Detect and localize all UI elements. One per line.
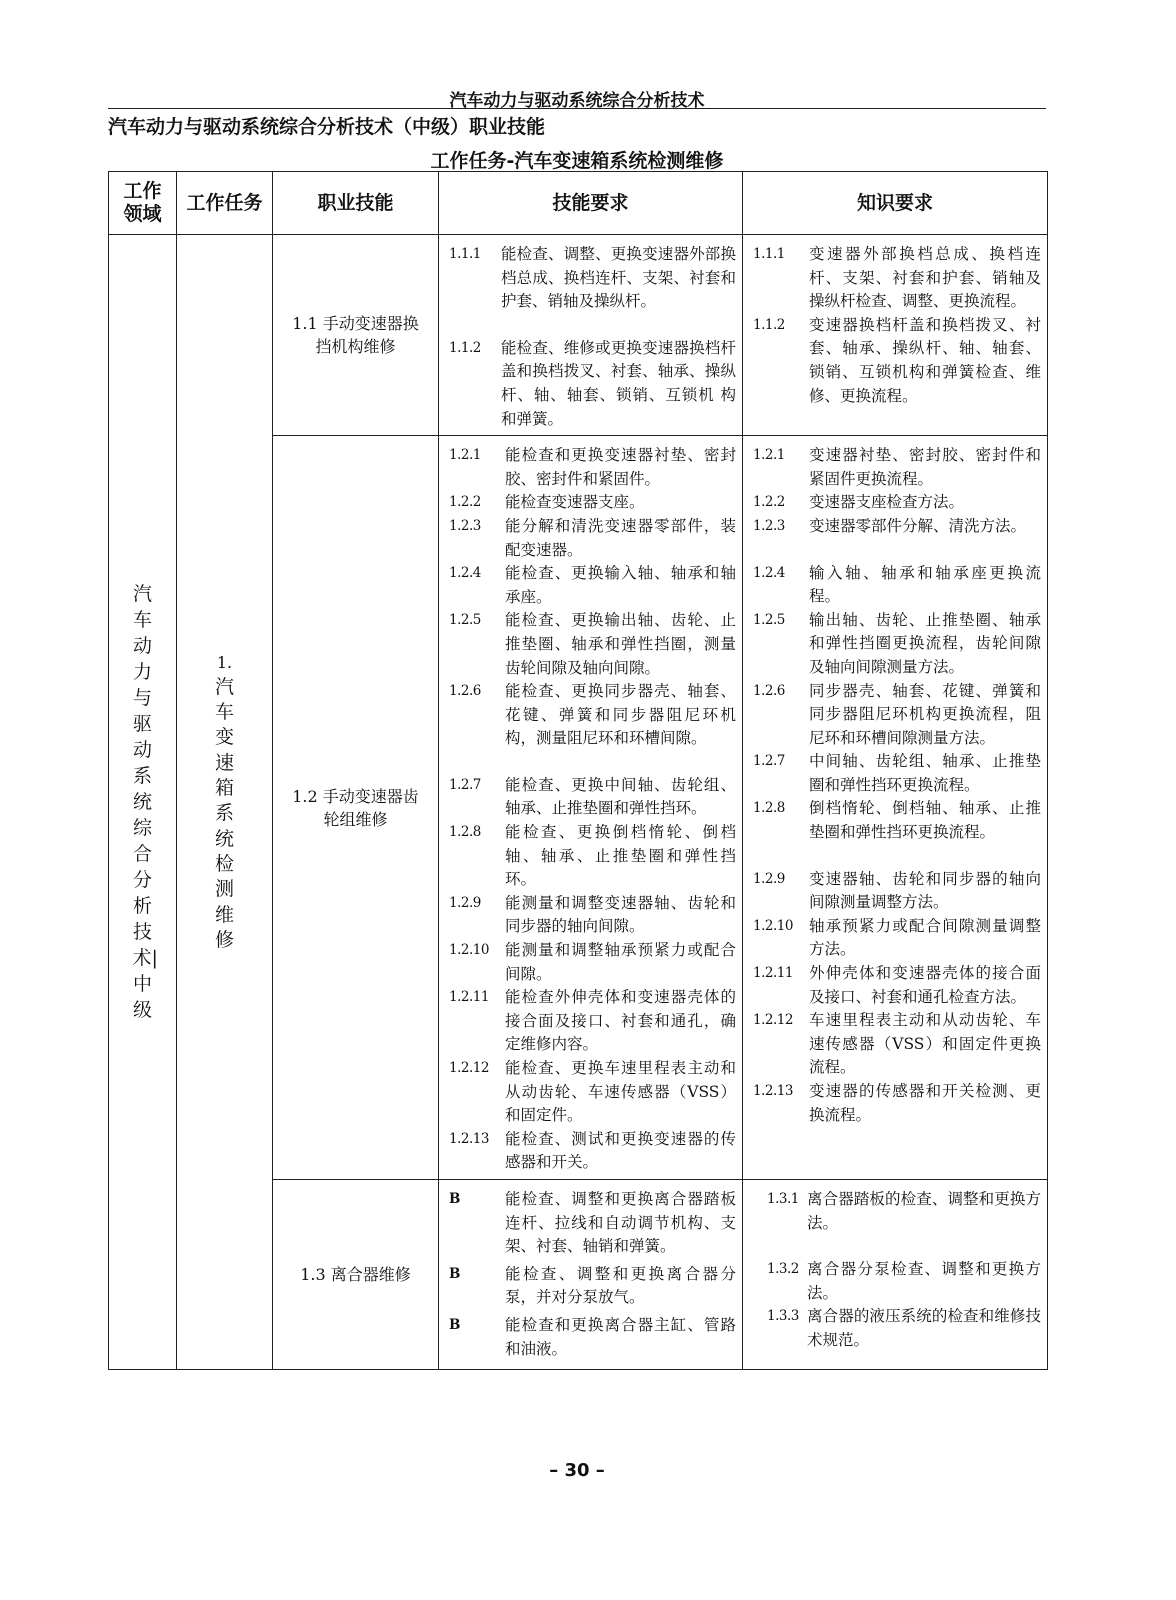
requirement-text: 能检查变速器支座。 <box>505 493 645 512</box>
requirement-text: 能检查和更换变速器衬垫、密封胶、密封件和紧固件。 <box>505 446 736 488</box>
requirement-item <box>449 1188 736 1259</box>
skill-cell: 1.3 离合器维修 <box>273 1179 439 1369</box>
knowledge-number: 1.2.5 <box>753 611 785 628</box>
requirement-number: 1.2.5 <box>449 612 481 629</box>
knowledge-item <box>753 444 1041 491</box>
requirement-number: 1.2.1 <box>449 447 481 464</box>
requirement-number: B <box>449 1265 460 1282</box>
requirement-item <box>449 986 736 1057</box>
requirement-item <box>449 774 736 821</box>
knowledge-number: 1.2.1 <box>753 447 785 464</box>
knowledge-text: 变速器轴、齿轮和同步器的轴向间隙测量调整方法。 <box>809 869 1041 912</box>
requirement-item <box>449 939 736 986</box>
knowledge-text: 轴承预紧力或配合间隙测量调整方法。 <box>809 916 1041 959</box>
knowledge-requirements-cell <box>743 235 1048 436</box>
knowledge-number: 1.2.7 <box>753 753 785 770</box>
knowledge-text: 变速器支座检查方法。 <box>809 493 965 512</box>
requirement-number: 1.2.6 <box>449 683 481 700</box>
header-skill: 职业技能 <box>273 172 439 235</box>
knowledge-item <box>753 915 1041 962</box>
knowledge-item <box>753 680 1041 751</box>
knowledge-number: 1.3.3 <box>767 1308 799 1325</box>
knowledge-requirements-cell <box>743 1179 1048 1369</box>
requirement-text: 能检查外伸壳体和变速器壳体的接合面及接口、衬套和通孔，确定维修内容。 <box>505 988 736 1054</box>
document-title: 汽车动力与驱动系统综合分析技术（中级）职业技能 <box>108 116 546 138</box>
knowledge-number: 1.2.11 <box>753 965 793 982</box>
table-header-row <box>109 172 1048 235</box>
skill-requirements-cell <box>439 436 743 1180</box>
knowledge-number: 1.2.4 <box>753 564 785 581</box>
requirement-item <box>449 515 736 562</box>
requirement-text: 能测量和调整轴承预紧力或配合间隙。 <box>505 941 736 983</box>
work-task-text: 汽车变速箱系统检测维修 <box>214 675 234 951</box>
table-row <box>109 235 1048 436</box>
knowledge-text: 变速器外部换档总成、换档连杆、支架、衬套和护套、销轴及操纵杆检查、调整、更换流程。 <box>809 245 1041 311</box>
requirement-number: B <box>449 1190 460 1207</box>
skill-cell: 1.1 手动变速器换挡机构维修 <box>273 235 439 436</box>
requirement-number: B <box>449 1316 460 1333</box>
requirement-number: 1.2.8 <box>449 824 481 841</box>
requirement-number: 1.1.2 <box>449 339 481 356</box>
requirement-item <box>449 444 736 491</box>
knowledge-item <box>753 962 1041 1009</box>
requirement-text: 能测量和调整变速器轴、齿轮和同步器的轴向间隙。 <box>505 893 736 936</box>
knowledge-text: 离合器的液压系统的检查和维修技术规范。 <box>807 1307 1041 1349</box>
requirement-text: 能检查、更换倒档惰轮、倒档轴、轴承、止推垫圈和弹性挡环。 <box>505 823 736 889</box>
requirement-text: 能检查、维修或更换变速器换档杆盖和换档拨叉、衬套、轴承、操纵杆、轴、轴套、锁销、互锁机 构和弹簧。 <box>501 338 736 428</box>
knowledge-number: 1.2.6 <box>753 682 785 699</box>
knowledge-item <box>753 609 1041 680</box>
skill-requirements-cell <box>439 1179 743 1369</box>
running-header: 汽车动力与驱动系统综合分析技术 <box>449 91 705 111</box>
knowledge-text: 中间轴、齿轮组、轴承、止推垫圈和弹性挡环更换流程。 <box>809 752 1041 794</box>
knowledge-number: 1.1.1 <box>753 246 785 262</box>
knowledge-number: 1.2.3 <box>753 517 785 534</box>
table-caption: 工作任务-汽车变速箱系统检测维修 <box>430 150 724 172</box>
header-rule <box>108 108 1046 109</box>
knowledge-item <box>753 797 1041 844</box>
requirement-item <box>449 562 736 609</box>
requirement-number: 1.2.7 <box>449 776 481 793</box>
knowledge-number: 1.2.12 <box>753 1012 793 1029</box>
header-domain: 工作 领域 <box>109 172 177 235</box>
knowledge-number: 1.2.9 <box>753 870 785 887</box>
skill-cell: 1.2 手动变速器齿轮组维修 <box>273 436 439 1180</box>
requirement-item <box>449 609 736 680</box>
knowledge-number: 1.1.2 <box>753 316 785 333</box>
requirement-item <box>449 1128 736 1175</box>
knowledge-number: 1.2.8 <box>753 800 785 817</box>
knowledge-text: 变速器的传感器和开关检测、更换流程。 <box>809 1082 1041 1124</box>
page-number: – 30 – <box>549 1460 605 1481</box>
knowledge-number: 1.2.13 <box>753 1083 793 1099</box>
requirement-number: 1.2.12 <box>449 1060 489 1076</box>
requirement-item <box>449 1263 736 1310</box>
knowledge-item <box>753 562 1041 609</box>
knowledge-text: 输入轴、轴承和轴承座更换流程。 <box>809 563 1041 606</box>
requirement-text: 能检查、调整和更换离合器分泵，并对分泵放气。 <box>505 1264 736 1307</box>
requirement-number: 1.1.1 <box>449 246 481 262</box>
knowledge-item <box>753 750 1041 797</box>
requirement-text: 能检查、更换车速里程表主动和从动齿轮、车速传感器（VSS）和固定件。 <box>505 1059 736 1125</box>
requirement-text: 能检查和更换离合器主缸、管路和油液。 <box>505 1315 736 1358</box>
knowledge-text: 变速器零部件分解、清洗方法。 <box>809 516 1027 535</box>
requirement-text: 能检查、测试和更换变速器的传感器和开关。 <box>505 1129 736 1172</box>
requirement-number: 1.2.3 <box>449 517 481 534</box>
requirement-text: 能分解和清洗变速器零部件，装配变速器。 <box>505 516 736 559</box>
requirement-text: 能检查、更换同步器壳、轴套、花键、弹簧和同步器阻尼环机构，测量阻尼环和环槽间隙。 <box>505 682 736 748</box>
knowledge-number: 1.2.2 <box>753 494 785 511</box>
header-skill-requirements: 技能要求 <box>439 172 743 235</box>
knowledge-item <box>753 491 1041 515</box>
knowledge-item <box>753 515 1041 539</box>
knowledge-item <box>753 243 1041 314</box>
knowledge-text: 同步器壳、轴套、花键、弹簧和同步器阻尼环机构更换流程，阻尼环和环槽间隙测量方法。 <box>809 681 1041 747</box>
header-knowledge-requirements: 知识要求 <box>743 172 1048 235</box>
knowledge-number: 1.3.2 <box>767 1261 799 1278</box>
knowledge-text: 变速器衬垫、密封胶、密封件和紧固件更换流程。 <box>809 446 1041 488</box>
knowledge-item <box>753 1009 1041 1080</box>
work-task-cell <box>177 235 273 1370</box>
requirement-item <box>449 337 736 431</box>
skills-table <box>108 171 1048 1370</box>
requirement-number: 1.2.10 <box>449 942 489 959</box>
knowledge-text: 变速器换档杆盖和换档拨叉、衬套、轴承、操纵杆、轴、轴套、锁销、互锁机构和弹簧检查、维修、更换流程。 <box>809 315 1041 405</box>
requirement-item <box>449 1057 736 1128</box>
knowledge-text: 倒档惰轮、倒档轴、轴承、止推垫圈和弹性挡环更换流程。 <box>809 799 1041 842</box>
work-task-number: 1. <box>216 652 233 672</box>
requirement-text: 能检查、更换输出轴、齿轮、止推垫圈、轴承和弹性挡圈，测量齿轮间隙及轴向间隙。 <box>505 611 736 677</box>
requirement-item <box>449 243 736 314</box>
requirement-text: 能检查、更换中间轴、齿轮组、轴承、止推垫圈和弹性挡环。 <box>505 775 736 818</box>
requirement-text: 能检查、调整、更换变速器外部换档总成、换档连杆、支架、衬套和护套、销轴及操纵杆。 <box>501 245 736 311</box>
knowledge-number: 1.3.1 <box>767 1190 799 1207</box>
requirement-item <box>449 680 736 751</box>
knowledge-text: 输出轴、齿轮、止推垫圈、轴承和弹性挡圈更换流程，齿轮间隙及轴向间隙测量方法。 <box>809 610 1041 676</box>
requirement-item <box>449 821 736 892</box>
requirement-number: 1.2.9 <box>449 894 481 911</box>
knowledge-item <box>767 1305 1041 1352</box>
requirement-number: 1.2.2 <box>449 494 481 511</box>
requirement-item <box>449 1314 736 1361</box>
knowledge-item <box>753 314 1041 408</box>
knowledge-text: 离合器分泵检查、调整和更换方法。 <box>807 1260 1041 1302</box>
knowledge-text: 车速里程表主动和从动齿轮、车速传感器（VSS）和固定件更换流程。 <box>809 1011 1041 1077</box>
knowledge-item <box>753 1080 1041 1127</box>
requirement-text: 能检查、调整和更换离合器踏板连杆、拉线和自动调节机构、支架、衬套、轴销和弹簧。 <box>505 1189 736 1256</box>
work-domain-cell <box>109 235 177 1370</box>
knowledge-requirements-cell <box>743 436 1048 1180</box>
skill-requirements-cell <box>439 235 743 436</box>
requirement-item <box>449 491 736 515</box>
requirement-item <box>449 892 736 939</box>
header-task: 工作任务 <box>177 172 273 235</box>
requirement-number: 1.2.13 <box>449 1130 489 1147</box>
requirement-number: 1.2.11 <box>449 989 489 1006</box>
knowledge-text: 外伸壳体和变速器壳体的接合面及接口、衬套和通孔检查方法。 <box>809 964 1041 1006</box>
knowledge-item <box>767 1188 1041 1235</box>
requirement-number: 1.2.4 <box>449 565 481 582</box>
knowledge-text: 离合器踏板的检查、调整和更换方法。 <box>807 1189 1041 1232</box>
knowledge-number: 1.2.10 <box>753 917 793 934</box>
knowledge-item <box>767 1258 1041 1305</box>
requirement-text: 能检查、更换输入轴、轴承和轴承座。 <box>505 564 736 606</box>
knowledge-item <box>753 868 1041 915</box>
work-domain-text: 汽车动力与驱动系统综合分析技术|中级 <box>132 582 158 1021</box>
